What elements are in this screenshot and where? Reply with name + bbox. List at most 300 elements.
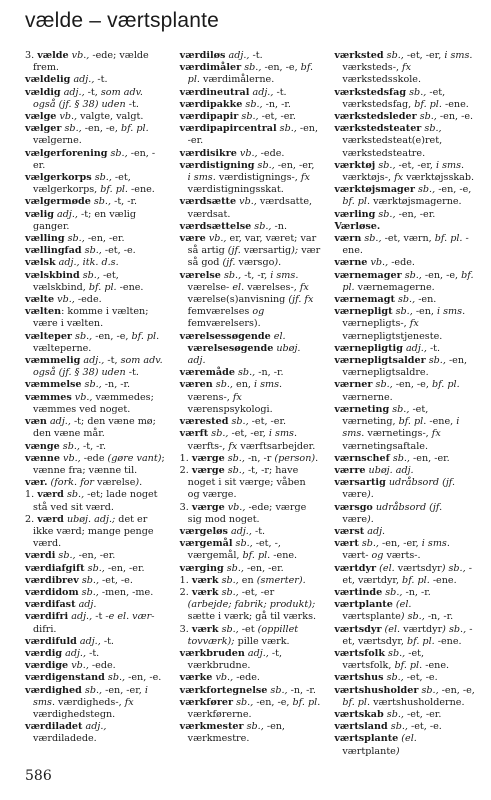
entry-text: bf. pl. xyxy=(394,660,423,672)
entry-text: -et xyxy=(238,623,258,635)
entry-text: adj., xyxy=(68,611,93,623)
headword: vært xyxy=(334,538,359,550)
headword: vælsk xyxy=(25,257,56,269)
entry-text: sb., xyxy=(78,574,99,586)
entry-text: -et, værkstedsfag, xyxy=(342,86,446,110)
dictionary-entry xyxy=(25,575,166,587)
entry-text: adj., xyxy=(249,86,274,98)
headword: vællingfad xyxy=(25,245,82,257)
entry-text: 3. xyxy=(179,501,192,513)
dictionary-entry xyxy=(180,221,321,233)
entry-text: -et, -er, xyxy=(395,159,436,171)
entry-text: adj., xyxy=(70,74,95,86)
entry-text: -en, -er. xyxy=(409,452,450,464)
dictionary-entry xyxy=(180,502,321,526)
dictionary-entry xyxy=(25,550,166,562)
headword: værgemål xyxy=(179,538,233,550)
entry-text: værtshusholderne. xyxy=(370,696,465,708)
headword: værdsætte xyxy=(179,196,237,208)
dictionary-entry xyxy=(25,87,166,111)
entry-text: -ene. xyxy=(127,184,155,196)
entry-text: (arbejde; fabrik; produkt); xyxy=(187,599,316,611)
headword: værested xyxy=(179,416,229,428)
entry-text: -ene. xyxy=(342,233,469,257)
entry-text: -men, -me. xyxy=(98,586,154,598)
headword: værdsættelse xyxy=(179,220,252,232)
entry-text: -t, xyxy=(84,86,101,98)
entry-text: værtsplante xyxy=(342,611,401,623)
entry-text: pille værk. xyxy=(234,635,290,647)
entry-text: værtsdyr xyxy=(394,562,442,574)
entry-text: væmmedes; væmmes ved noget. xyxy=(33,391,154,415)
entry-text: sb., xyxy=(208,428,229,440)
entry-text: vb., xyxy=(71,391,93,403)
entry-text: 3. xyxy=(179,623,192,635)
entry-text: sb., xyxy=(234,367,256,379)
entry-text: sb., xyxy=(382,586,403,598)
headword: værdipakke xyxy=(179,98,243,110)
headword: værner xyxy=(334,379,373,391)
headword: værkstedsteater xyxy=(334,123,422,135)
entry-text: ubøj. adj. xyxy=(187,342,301,367)
entry-text: -t, værkbrudne. xyxy=(187,647,283,672)
dictionary-entry xyxy=(334,160,475,184)
dictionary-entry xyxy=(334,379,475,403)
headword: værnemagt xyxy=(334,294,395,306)
entry-text: (el. xyxy=(376,562,395,574)
entry-text: -en, -er. xyxy=(104,562,145,574)
entry-text: ). xyxy=(274,257,282,269)
entry-text: sb., xyxy=(401,269,422,281)
entry-text: -en, xyxy=(412,306,438,318)
entry-text: værkførerne. xyxy=(187,708,252,720)
headword: væn xyxy=(25,416,47,428)
headword: værke xyxy=(179,672,213,684)
entry-text: værtdyr xyxy=(400,623,443,635)
dictionary-entry xyxy=(180,148,321,160)
entry-text: -et, værn, xyxy=(381,233,435,245)
entry-text: -en, -er, xyxy=(378,538,422,550)
entry-text: ) sb., xyxy=(442,623,467,635)
entry-text: (el. xyxy=(392,599,412,611)
entry-text: sb., xyxy=(220,269,242,281)
entry-text: værens-, xyxy=(187,391,233,403)
entry-text: adj., itk. d.s. xyxy=(55,257,119,269)
headword: vældig xyxy=(25,86,61,98)
entry-text: (jf. fx xyxy=(288,294,314,306)
entry-text: -en. xyxy=(415,294,437,306)
dictionary-entry xyxy=(25,245,166,257)
entry-text: -n, -r. xyxy=(424,611,454,623)
headword: værsartig xyxy=(334,477,386,489)
entry-text: sb., xyxy=(78,586,99,598)
dictionary-entry xyxy=(334,184,475,208)
entry-text: værnemagerne. xyxy=(354,281,435,293)
entry-text: sb., xyxy=(394,294,416,306)
entry-text: -et, værtsdyr, xyxy=(342,623,473,647)
entry-text: bf. pl. xyxy=(88,281,117,293)
entry-text: være xyxy=(342,489,368,501)
entry-text: -et, -e. xyxy=(99,574,133,586)
entry-text: sb., xyxy=(375,159,396,171)
column-2 xyxy=(180,50,321,750)
entry-text: (smerter). xyxy=(256,574,306,586)
headword: værelse xyxy=(179,269,221,281)
entry-text: sb., xyxy=(361,233,382,245)
entry-text: værelse xyxy=(93,477,136,489)
headword: værktøjsmager xyxy=(334,184,415,196)
headword: vælgerkorps xyxy=(25,172,92,184)
entry-text: -et, værtsfolk, xyxy=(342,647,425,672)
dictionary-entry xyxy=(25,660,166,672)
entry-text: bf. pl. xyxy=(431,379,460,391)
entry-text: ); xyxy=(291,245,299,257)
dictionary-entry xyxy=(334,404,475,453)
entry-text: sb., xyxy=(372,379,393,391)
headword: vælgerforening xyxy=(25,147,108,159)
headword: værdi xyxy=(25,550,56,562)
entry-text: sb., xyxy=(232,538,253,550)
entry-text: værkstedsskole. xyxy=(342,74,422,86)
entry-text: adj. xyxy=(364,525,386,537)
entry-text: vb., xyxy=(212,672,234,684)
entry-text: -en, -e, xyxy=(435,184,472,196)
dictionary-entry xyxy=(25,355,166,379)
entry-text: sb., xyxy=(406,86,427,98)
entry-text: fx xyxy=(402,62,412,74)
entry-text: værnepligts-, xyxy=(342,318,410,330)
entry-text: -t xyxy=(92,611,106,623)
entry-text: sb., xyxy=(84,562,105,574)
entry-text: -t, -r, xyxy=(241,269,271,281)
entry-text: adj., xyxy=(76,635,101,647)
entry-text: adj., xyxy=(46,416,71,428)
entry-text: -et, vælgerkorps, xyxy=(33,172,131,196)
entry-text: -en, -e, xyxy=(81,123,121,135)
headword: vænne xyxy=(25,452,60,464)
page-number: 586 xyxy=(25,768,52,784)
entry-text: (el. xyxy=(398,733,417,745)
headword: værneting xyxy=(334,403,390,415)
entry-text: sb., xyxy=(384,647,406,659)
headword: væmmes xyxy=(25,391,72,403)
entry-text: bf. pl. xyxy=(402,574,430,586)
headword: vælger xyxy=(25,123,62,135)
entry-text: fx xyxy=(409,318,419,330)
headword: vælling xyxy=(25,233,65,245)
entry-text: -en, -er, xyxy=(102,684,145,696)
entry-text: sb., xyxy=(243,721,264,733)
dictionary-entry xyxy=(180,331,321,368)
entry-text: adj., xyxy=(53,208,78,220)
dictionary-entry xyxy=(180,62,321,86)
headword: værtshus xyxy=(334,672,384,684)
dictionary-entry xyxy=(25,587,166,599)
dictionary-entry xyxy=(334,721,475,733)
entry-text: værfts-, xyxy=(187,440,229,452)
entry-text: og xyxy=(371,550,384,562)
entry-text: fx xyxy=(431,428,441,440)
entry-text: værktøjs-, xyxy=(342,172,395,184)
dictionary-entry xyxy=(334,453,475,465)
headword: værkmester xyxy=(179,721,244,733)
dictionary-entry xyxy=(180,685,321,697)
entry-text: -n, -r. xyxy=(255,367,284,379)
entry-text: sb., xyxy=(267,684,288,696)
dictionary-entry xyxy=(180,672,321,684)
headword: værdistigning xyxy=(179,159,255,171)
entry-text: i sms. xyxy=(437,306,466,318)
entry-text: -et, værneting, xyxy=(342,403,429,428)
entry-text: sb., xyxy=(387,721,408,733)
entry-text: -et, -er. xyxy=(258,111,296,123)
entry-text: vb., xyxy=(236,196,257,208)
entry-text: bf. pl. xyxy=(131,330,160,342)
entry-text: vb., xyxy=(236,147,258,159)
entry-text: 2. xyxy=(25,513,38,525)
dictionary-entry xyxy=(334,672,475,684)
headword: værelsessøgende xyxy=(179,330,271,342)
entry-text: ) sb., xyxy=(441,562,466,574)
entry-text: sb., xyxy=(383,672,404,684)
entry-text: -ede. xyxy=(233,672,260,684)
entry-text: 1. xyxy=(25,489,38,501)
entry-text: adj., xyxy=(402,342,427,354)
entry-text: sb., xyxy=(81,684,103,696)
entry-text: i sms. xyxy=(421,538,450,550)
dictionary-entry xyxy=(25,477,166,489)
entry-text: sb., xyxy=(55,550,76,562)
entry-text: fx xyxy=(300,172,310,184)
dictionary-entry xyxy=(25,489,166,513)
entry-text: sb., xyxy=(212,379,233,391)
column-1 xyxy=(25,50,166,750)
headword: vænge xyxy=(25,440,60,452)
dictionary-entry xyxy=(334,538,475,562)
entry-text: sb., xyxy=(389,403,410,415)
entry-text: -n, -r. xyxy=(402,586,431,598)
entry-text: sb., xyxy=(218,586,239,598)
entry-text: -en, værnepligtsaldre. xyxy=(342,355,468,379)
entry-text: (el. xyxy=(381,623,401,635)
entry-text: ) sb., xyxy=(400,611,425,623)
dictionary-entry xyxy=(334,221,475,233)
entry-text: sb., xyxy=(383,50,404,61)
entry-text: værnetings-, xyxy=(364,428,432,440)
headword: værnemager xyxy=(334,269,402,281)
headword: vældelig xyxy=(25,74,71,86)
entry-text: er, var, været; var så artig xyxy=(187,233,317,257)
dictionary-entry xyxy=(334,257,475,269)
headword: værkfortegnelse xyxy=(179,684,268,696)
headword: værktøj xyxy=(334,159,376,171)
entry-text: adj., xyxy=(80,355,105,367)
entry-text: -en, -er, xyxy=(274,159,315,171)
dictionary-entry xyxy=(334,648,475,672)
entry-text: sb., xyxy=(254,159,275,171)
dictionary-entry xyxy=(25,257,166,269)
entry-text: 1. xyxy=(179,574,192,586)
entry-text: -et, -er xyxy=(238,586,275,598)
entry-text: vært- xyxy=(342,550,372,562)
entry-text: i sms. xyxy=(253,379,283,391)
headword: værdighed xyxy=(25,684,82,696)
entry-text: fx xyxy=(124,696,134,708)
dictionary-entry xyxy=(334,502,475,526)
dictionary-entry xyxy=(25,270,166,294)
dictionary-entry xyxy=(25,392,166,416)
headword: værnepligt xyxy=(334,306,393,318)
headword: værksted xyxy=(334,50,384,61)
dictionary-entry xyxy=(25,379,166,391)
dictionary-entry xyxy=(180,648,321,672)
headword: værge xyxy=(191,464,225,476)
dictionary-entry xyxy=(25,123,166,147)
entry-text: sb., xyxy=(383,708,404,720)
entry-text: -t, xyxy=(104,355,121,367)
headword: vælte xyxy=(25,294,55,306)
headword: værnepligtig xyxy=(334,342,403,354)
entry-text: værsartig xyxy=(240,245,292,257)
entry-text: (oppillet tovværk); xyxy=(187,623,299,647)
entry-text: -t. xyxy=(251,525,266,537)
entry-text: -ene. xyxy=(429,574,457,586)
entry-text: værdigheds-, xyxy=(55,696,125,708)
dictionary-entry xyxy=(180,538,321,562)
entry-text: i sms. xyxy=(270,269,299,281)
dictionary-entry xyxy=(25,209,166,233)
entry-text: udråbsord (jf. xyxy=(385,477,456,489)
entry-text: værdimålerne. xyxy=(199,74,275,86)
entry-text: være xyxy=(342,513,368,525)
dictionary-entry xyxy=(180,233,321,270)
entry-text: el. xyxy=(232,281,245,293)
entry-text: sb., xyxy=(276,123,297,135)
headword: værging xyxy=(179,562,224,574)
headword: væren xyxy=(179,379,213,391)
headword: værtdyr xyxy=(334,562,377,574)
entry-text: -et, -er, xyxy=(228,428,269,440)
entry-text: ubøj. adj.; xyxy=(63,513,116,525)
dictionary-entry xyxy=(334,111,475,123)
entry-text: værsgo xyxy=(235,257,275,269)
entry-text: -en, -e, xyxy=(392,379,432,391)
dictionary-entry xyxy=(180,87,321,99)
entry-text: -n, -r. xyxy=(101,379,131,391)
entry-text: -en, -er. xyxy=(243,562,284,574)
dictionary-entry xyxy=(180,563,321,575)
entry-text: vb., xyxy=(367,257,389,269)
entry-text: -en, -e, xyxy=(438,684,475,696)
entry-text: -ede. xyxy=(88,660,116,672)
entry-text: : komme i vælten; være i vælten. xyxy=(33,306,149,330)
headword: værdidom xyxy=(25,586,79,598)
entry-text: i sms. xyxy=(342,416,460,440)
dictionary-entry xyxy=(25,563,166,575)
entry-text: værksteds-, xyxy=(342,62,403,74)
entry-text: værktøjsskab. xyxy=(403,172,475,184)
dictionary-entry xyxy=(180,624,321,648)
entry-text: det er ikke værd; mange penge værd. xyxy=(33,513,154,550)
entry-text: i sms. xyxy=(187,172,216,184)
entry-text: bf. pl. xyxy=(406,635,435,647)
entry-text: (jf. xyxy=(227,245,241,257)
headword: værtsdyr xyxy=(334,623,382,635)
entry-text: -et, -er, xyxy=(403,50,445,61)
headword: værtskab xyxy=(334,708,384,720)
dictionary-entry xyxy=(334,50,475,87)
dictionary-entry xyxy=(25,721,166,745)
headword: værre xyxy=(334,464,366,476)
entry-text: ) xyxy=(395,745,400,757)
entry-text: værdsatte, værdsat. xyxy=(187,196,313,220)
dictionary-entry xyxy=(25,514,166,551)
dictionary-entry xyxy=(25,50,166,74)
entry-text: sb., xyxy=(421,123,442,135)
entry-text: bf. pl. xyxy=(120,123,149,135)
entry-text: sb., xyxy=(416,111,437,123)
entry-text: -en, -er. xyxy=(33,147,156,171)
headword: værsgo xyxy=(334,501,373,513)
entry-text: sb., xyxy=(242,98,263,110)
entry-text: sb., xyxy=(414,184,436,196)
headword: værdigenstand xyxy=(25,672,105,684)
dictionary-entry xyxy=(180,575,321,587)
entry-text: vær så god xyxy=(187,245,321,269)
dictionary-entry xyxy=(180,428,321,452)
entry-text: -ene. xyxy=(441,98,469,110)
entry-text: ubøj. adj. xyxy=(365,464,414,476)
entry-text: 1. xyxy=(179,452,192,464)
entry-text: -t. xyxy=(125,367,139,379)
headword: vælgermøde xyxy=(25,196,91,208)
entry-text: adj., xyxy=(244,647,269,659)
dictionary-entry xyxy=(25,672,166,684)
dictionary-entry xyxy=(180,270,321,331)
dictionary-entry xyxy=(334,123,475,160)
entry-text: 3. xyxy=(25,50,38,61)
dictionary-entry xyxy=(180,50,321,62)
headword: værk xyxy=(191,574,219,586)
entry-text: sb., xyxy=(79,269,100,281)
dictionary-entry xyxy=(25,233,166,245)
dictionary-entry xyxy=(180,160,321,197)
dictionary-entry xyxy=(180,697,321,721)
headword: værgeløs xyxy=(179,525,228,537)
dictionary-entry xyxy=(180,465,321,502)
dictionary-entry xyxy=(334,233,475,257)
entry-text: fx xyxy=(232,391,242,403)
entry-text: adj., xyxy=(82,721,107,733)
entry-text: -t. xyxy=(125,98,139,110)
dictionary-entry xyxy=(334,209,475,221)
headword: være xyxy=(179,233,206,245)
headword: vælde xyxy=(37,50,69,61)
entry-text: -t, -r; have noget i sit værge; våben og værge. xyxy=(187,464,306,501)
headword: værdipapircentral xyxy=(179,123,277,135)
dictionary-entry xyxy=(180,526,321,538)
entry-text: værdighedstegn. xyxy=(33,708,116,720)
entry-text: -et, -e. xyxy=(101,245,136,257)
entry-text: adj., xyxy=(227,525,252,537)
entry-text: -en, -e, xyxy=(421,269,462,281)
headword: væmmelse xyxy=(25,379,82,391)
headword: værtsplante xyxy=(334,733,399,745)
entry-text: -ede; vælde frem. xyxy=(33,50,149,74)
entry-text: -e el. vær- xyxy=(105,611,155,623)
entry-text: bf. pl. xyxy=(187,62,314,86)
entry-text: -et, -e. xyxy=(407,721,442,733)
